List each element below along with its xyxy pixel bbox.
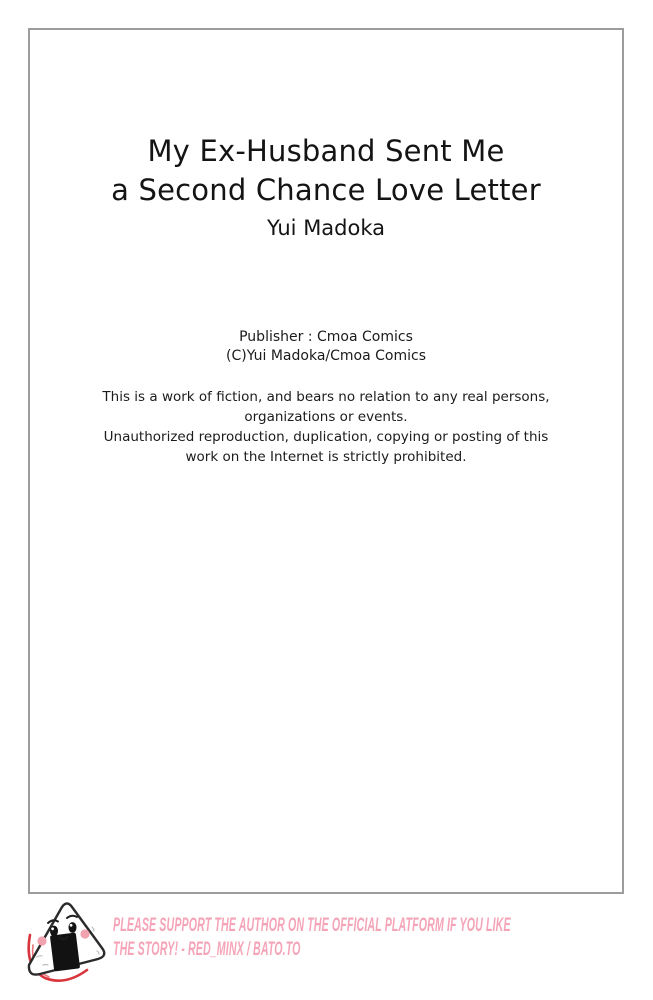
support-message-line2: THE STORY! - RED_MINX / BATO.TO: [113, 939, 301, 960]
publisher-line: Publisher : Cmoa Comics: [239, 329, 413, 345]
book-title-line2: a Second Chance Love Letter: [111, 173, 541, 207]
onigiri-mascot-icon: [21, 897, 115, 995]
disclaimer-line: work on the Internet is strictly prohibited.: [185, 449, 467, 465]
disclaimer-line: organizations or events.: [244, 409, 408, 425]
credits-sheet: [28, 28, 624, 894]
disclaimer-line: This is a work of fiction, and bears no relation to any real persons,: [102, 389, 550, 405]
publisher-block: [30, 328, 622, 366]
support-message: [113, 914, 511, 962]
author-name: Yui Madoka: [266, 216, 386, 240]
disclaimer-line: Unauthorized reproduction, duplication, copying or posting of this: [103, 429, 549, 445]
copyright-line: (C)Yui Madoka/Cmoa Comics: [226, 348, 426, 364]
support-message-line1: PLEASE SUPPORT THE AUTHOR ON THE OFFICIAL PLATFORM IF YOU LIKE: [113, 915, 511, 936]
book-title-line1: My Ex-Husband Sent Me: [147, 134, 505, 168]
disclaimer-block: [30, 387, 622, 467]
book-title: [30, 132, 622, 210]
